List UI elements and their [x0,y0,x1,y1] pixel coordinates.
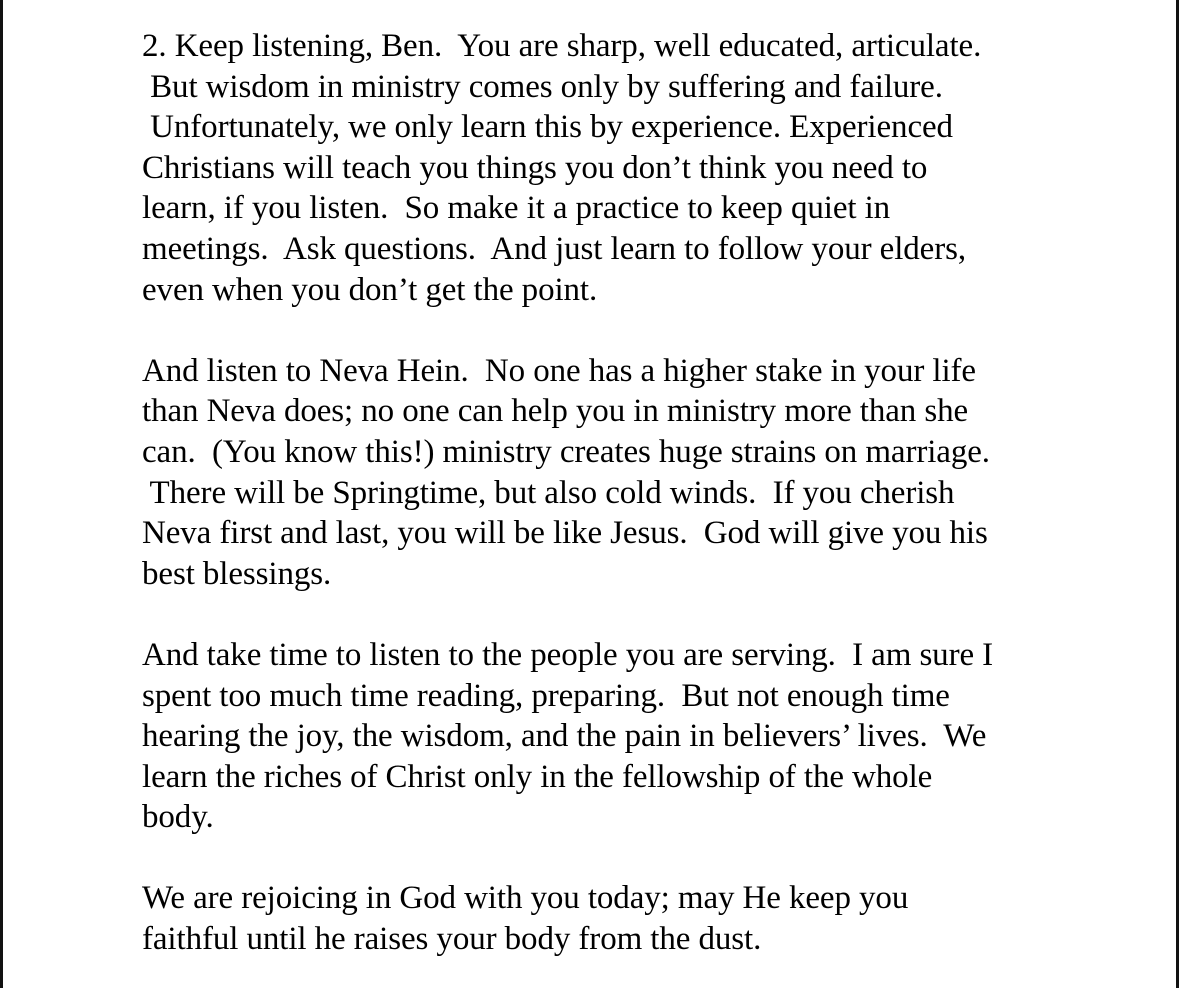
letter-body [142,26,1102,960]
text-line: learn, if you listen. So make it a practice to keep quiet in [142,190,891,227]
text-line: 2. Keep listening, Ben. You are sharp, well educated, articulate. [142,28,982,64]
text-line: best blessings. [142,555,332,592]
text-line: body. [142,799,214,836]
paragraph-closing [142,878,1102,959]
paragraph-listen-to-neva [142,351,1102,595]
text-line: even when you don’t get the point. [142,271,598,308]
text-line: than Neva does; no one can help you in ministry more than she [142,393,969,430]
paragraph-keep-listening [142,26,1102,310]
text-line: And listen to Neva Hein. No one has a higher stake in your life [142,352,976,389]
text-line: But wisdom in ministry comes only by suffering and failure. [142,68,943,105]
text-line: spent too much time reading, preparing. But not enough time [142,677,950,714]
text-line: We are rejoicing in God with you today; may He keep you [142,880,909,917]
paragraph-listen-to-people [142,635,1102,838]
text-line: Neva first and last, you will be like Jesus. God will give you his [142,515,988,552]
text-line: can. (You know this!) ministry creates huge strains on marriage. [142,433,990,470]
text-line: meetings. Ask questions. And just learn to follow your elders, [142,230,967,267]
text-line: There will be Springtime, but also cold winds. If you cherish [142,474,955,511]
text-line: hearing the joy, the wisdom, and the pain in believers’ lives. We [142,718,987,755]
text-line: Unfortunately, we only learn this by experience. Experienced [142,109,953,146]
text-line: faithful until he raises your body from the dust. [142,921,762,958]
text-line: And take time to listen to the people you are serving. I am sure I [142,636,994,673]
text-line: Christians will teach you things you don’t think you need to [142,149,928,186]
text-line: learn the riches of Christ only in the fellowship of the whole [142,758,933,795]
